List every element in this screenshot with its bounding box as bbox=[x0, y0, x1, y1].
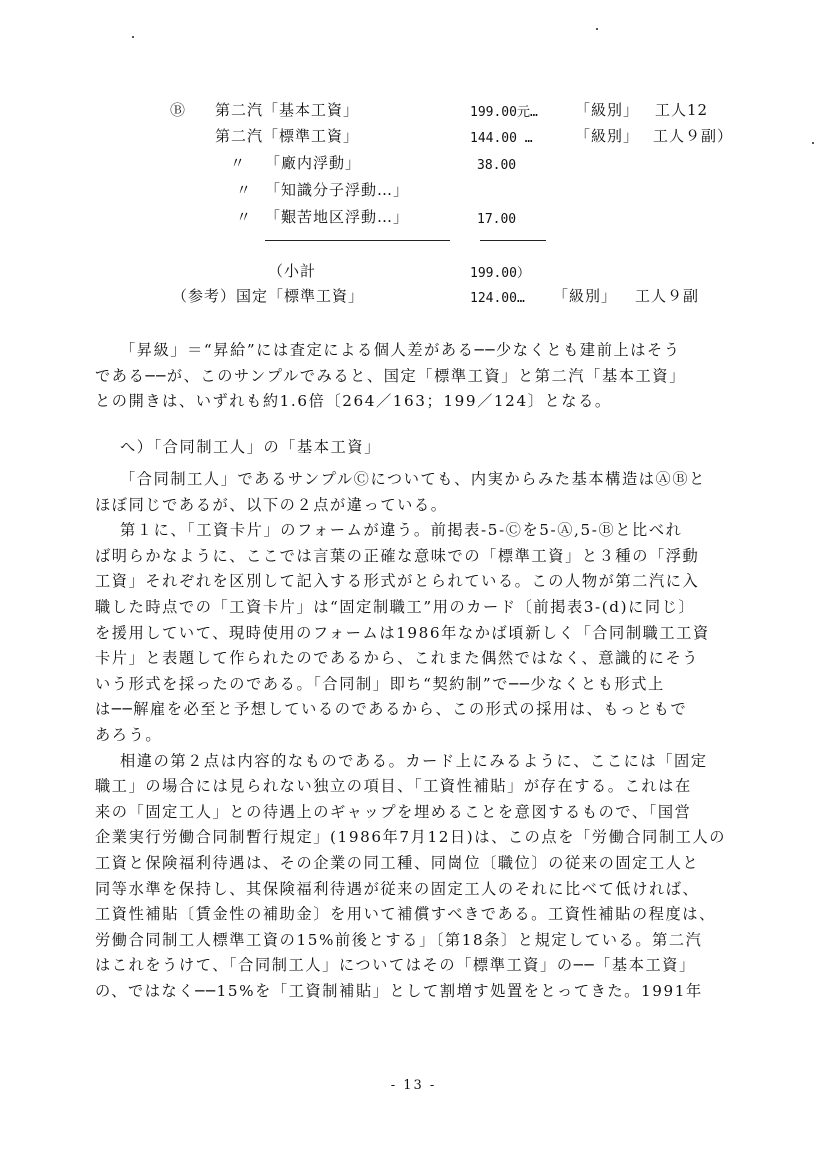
row-value: 17.00 bbox=[477, 212, 517, 227]
marker-b: Ⓑ bbox=[170, 101, 187, 119]
text-line: あろう。 bbox=[95, 725, 163, 744]
row-label: 第二汽「基本工資」 bbox=[215, 101, 360, 119]
text-line: 相違の第２点は内容的なものである。カード上にみるように、ここには「固定 bbox=[120, 751, 708, 770]
row-value: 199.00元… bbox=[470, 105, 538, 120]
text-line: 職した時点での「工資卡片」は“固定制職工”用のカード〔前掲表3-(d)に同じ〕 bbox=[95, 597, 696, 616]
row-grade: 「級別」 bbox=[575, 101, 640, 119]
sum-rule-right bbox=[480, 240, 546, 241]
text-line: 職工」の場合には見られない独立の項目、「工資性補貼」が存在する。これは在 bbox=[95, 777, 692, 796]
reference-value: 124.00… bbox=[470, 291, 525, 306]
reference-note: 工人９副 bbox=[635, 287, 700, 305]
text-line: 労働合同制工人標準工資の15%前後とする」〔第18条〕と規定している。第二汽 bbox=[95, 930, 703, 949]
text-line: はこれをうけて、「合同制工人」についてはその「標準工資」の──「基本工資」 bbox=[95, 956, 696, 975]
reference-label: （参考）国定「標準工資」 bbox=[172, 287, 365, 305]
scan-speck bbox=[596, 28, 598, 30]
section-heading: へ）「合同制工人」の「基本工資」 bbox=[120, 438, 381, 456]
page-number: - 13 - bbox=[390, 1078, 437, 1093]
row-value: 144.00 … bbox=[470, 131, 533, 146]
ditto-mark: 〃 bbox=[236, 208, 253, 226]
text-line: 工資と保険福利待遇は、その企業の同工種、同崗位〔職位〕の従来の固定工人と bbox=[95, 853, 700, 872]
text-line: である──が、このサンプルでみると、国定「標準工資」と第二汽「基本工資」 bbox=[95, 366, 686, 385]
text-line: 工資」それぞれを区別して記入する形式がとられている。この人物が第二汽に入 bbox=[95, 572, 700, 591]
text-line: 卡片」と表題して作られたのであるから、これまた偶然ではなく、意識的にそう bbox=[95, 649, 700, 668]
ditto-mark: 〃 bbox=[230, 154, 247, 172]
text-line: 企業実行労働合同制暫行規定」(1986年7月12日)は、この点を「労働合同制工人の bbox=[95, 828, 727, 847]
text-line: いう形式を採ったのである。「合同制」即ち“契約制”で──少なくとも形式上 bbox=[95, 674, 665, 693]
row-grade: 「級別」 bbox=[575, 127, 640, 145]
row-label: 第二汽「標準工資」 bbox=[215, 127, 360, 145]
scan-speck bbox=[812, 142, 814, 144]
paragraph-1 bbox=[95, 338, 735, 415]
text-line: ば明らかなように、ここでは言葉の正確な意味での「標準工資」と３種の「浮動 bbox=[95, 546, 700, 565]
scan-speck bbox=[132, 36, 134, 38]
text-line: 工資性補貼〔賃金性の補助金〕を用いて補償すべきである。工資性補貼の程度は、 bbox=[95, 905, 716, 924]
row-label: 「知識分子浮動…」 bbox=[265, 181, 410, 199]
text-line: 来の「固定工人」との待遇上のギャップを埋めることを意図するもので、「国営 bbox=[95, 802, 692, 821]
text-line: 同等水準を保持し、其保険福利待遇が従来の固定工人のそれに比べて低ければ、 bbox=[95, 879, 700, 898]
row-note: 工人９副） bbox=[653, 127, 734, 145]
text-line: を援用していて、現時使用のフォームは1986年なかば頃新しく「合同制職工工資 bbox=[95, 623, 710, 642]
text-line: 第１に、「工資卡片」のフォームが違う。前掲表-5-Ⓒを5-Ⓐ,5-Ⓑと比べれ bbox=[120, 521, 683, 540]
subtotal-value: 199.00） bbox=[470, 266, 530, 281]
row-value: 38.00 bbox=[477, 158, 517, 173]
row-label: 「艱苦地区浮動…」 bbox=[265, 208, 410, 226]
reference-grade: 「級別」 bbox=[553, 287, 618, 305]
text-line: 「昇級」＝“昇給”には査定による個人差がある──少なくとも建前上はそう bbox=[120, 341, 681, 359]
text-line: ほぼ同じであるが、以下の２点が違っている。 bbox=[95, 495, 448, 514]
sum-rule-left bbox=[265, 240, 450, 241]
text-line: は──解雇を必至と予想しているのであるから、この形式の採用は、もっともで bbox=[95, 700, 688, 719]
ditto-mark: 〃 bbox=[236, 181, 253, 199]
text-line: の、ではなく──15%を「工資制補貼」として割増す処置をとってきた。1991年 bbox=[95, 981, 703, 1000]
subtotal-label: （小計 bbox=[268, 262, 317, 280]
row-note: 工人12 bbox=[655, 101, 709, 119]
text-line: 「合同制工人」であるサンプルⒸについても、内実からみた基本構造はⒶⒷと bbox=[120, 470, 706, 488]
paragraph-2 bbox=[95, 467, 735, 1004]
text-line: との開きは、いずれも約1.6倍〔264／163；199／124〕となる。 bbox=[95, 392, 612, 411]
row-label: 「廠内浮動」 bbox=[265, 154, 362, 172]
